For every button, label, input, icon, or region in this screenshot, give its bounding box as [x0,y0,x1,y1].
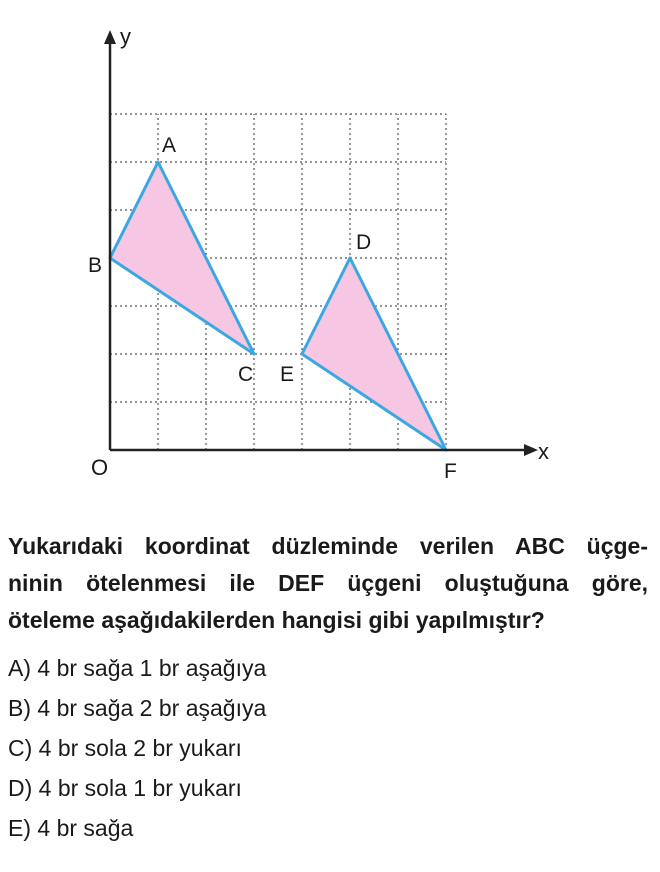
question-text [8,528,648,639]
vertex-labels [88,134,457,483]
option-c[interactable]: C) 4 br sola 2 br yukarı [8,735,242,761]
x-axis-label: x [538,439,549,464]
option-d[interactable]: D) 4 br sola 1 br yukarı [8,775,242,801]
vertex-label-e: E [280,363,295,386]
triangle-abc [110,162,254,354]
vertex-label-f: F [444,460,457,483]
option-b[interactable]: B) 4 br sağa 2 br aşağıya [8,695,267,721]
option-e[interactable]: E) 4 br sağa [8,815,134,841]
question-line: öteleme aşağıdakilerden hangisi gibi yapılmıştır? [8,607,545,633]
question-line: ninin ötelenmesi ile DEF üçgeni oluştuğuna göre, [8,570,648,596]
vertex-label-d: D [356,231,372,254]
vertex-label-c: C [238,363,254,386]
vertex-label-b: B [88,254,103,277]
y-axis-label: y [120,24,131,49]
option-a[interactable]: A) 4 br sağa 1 br aşağıya [8,655,267,681]
answer-options [8,648,648,848]
triangle-def [302,258,446,450]
x-axis-arrow-icon [524,444,538,456]
vertex-label-a: A [162,134,177,157]
question-line: Yukarıdaki koordinat düzleminde verilen ABC üçge- [8,533,648,559]
y-axis-arrow-icon [104,30,116,44]
origin-label: O [91,455,109,480]
